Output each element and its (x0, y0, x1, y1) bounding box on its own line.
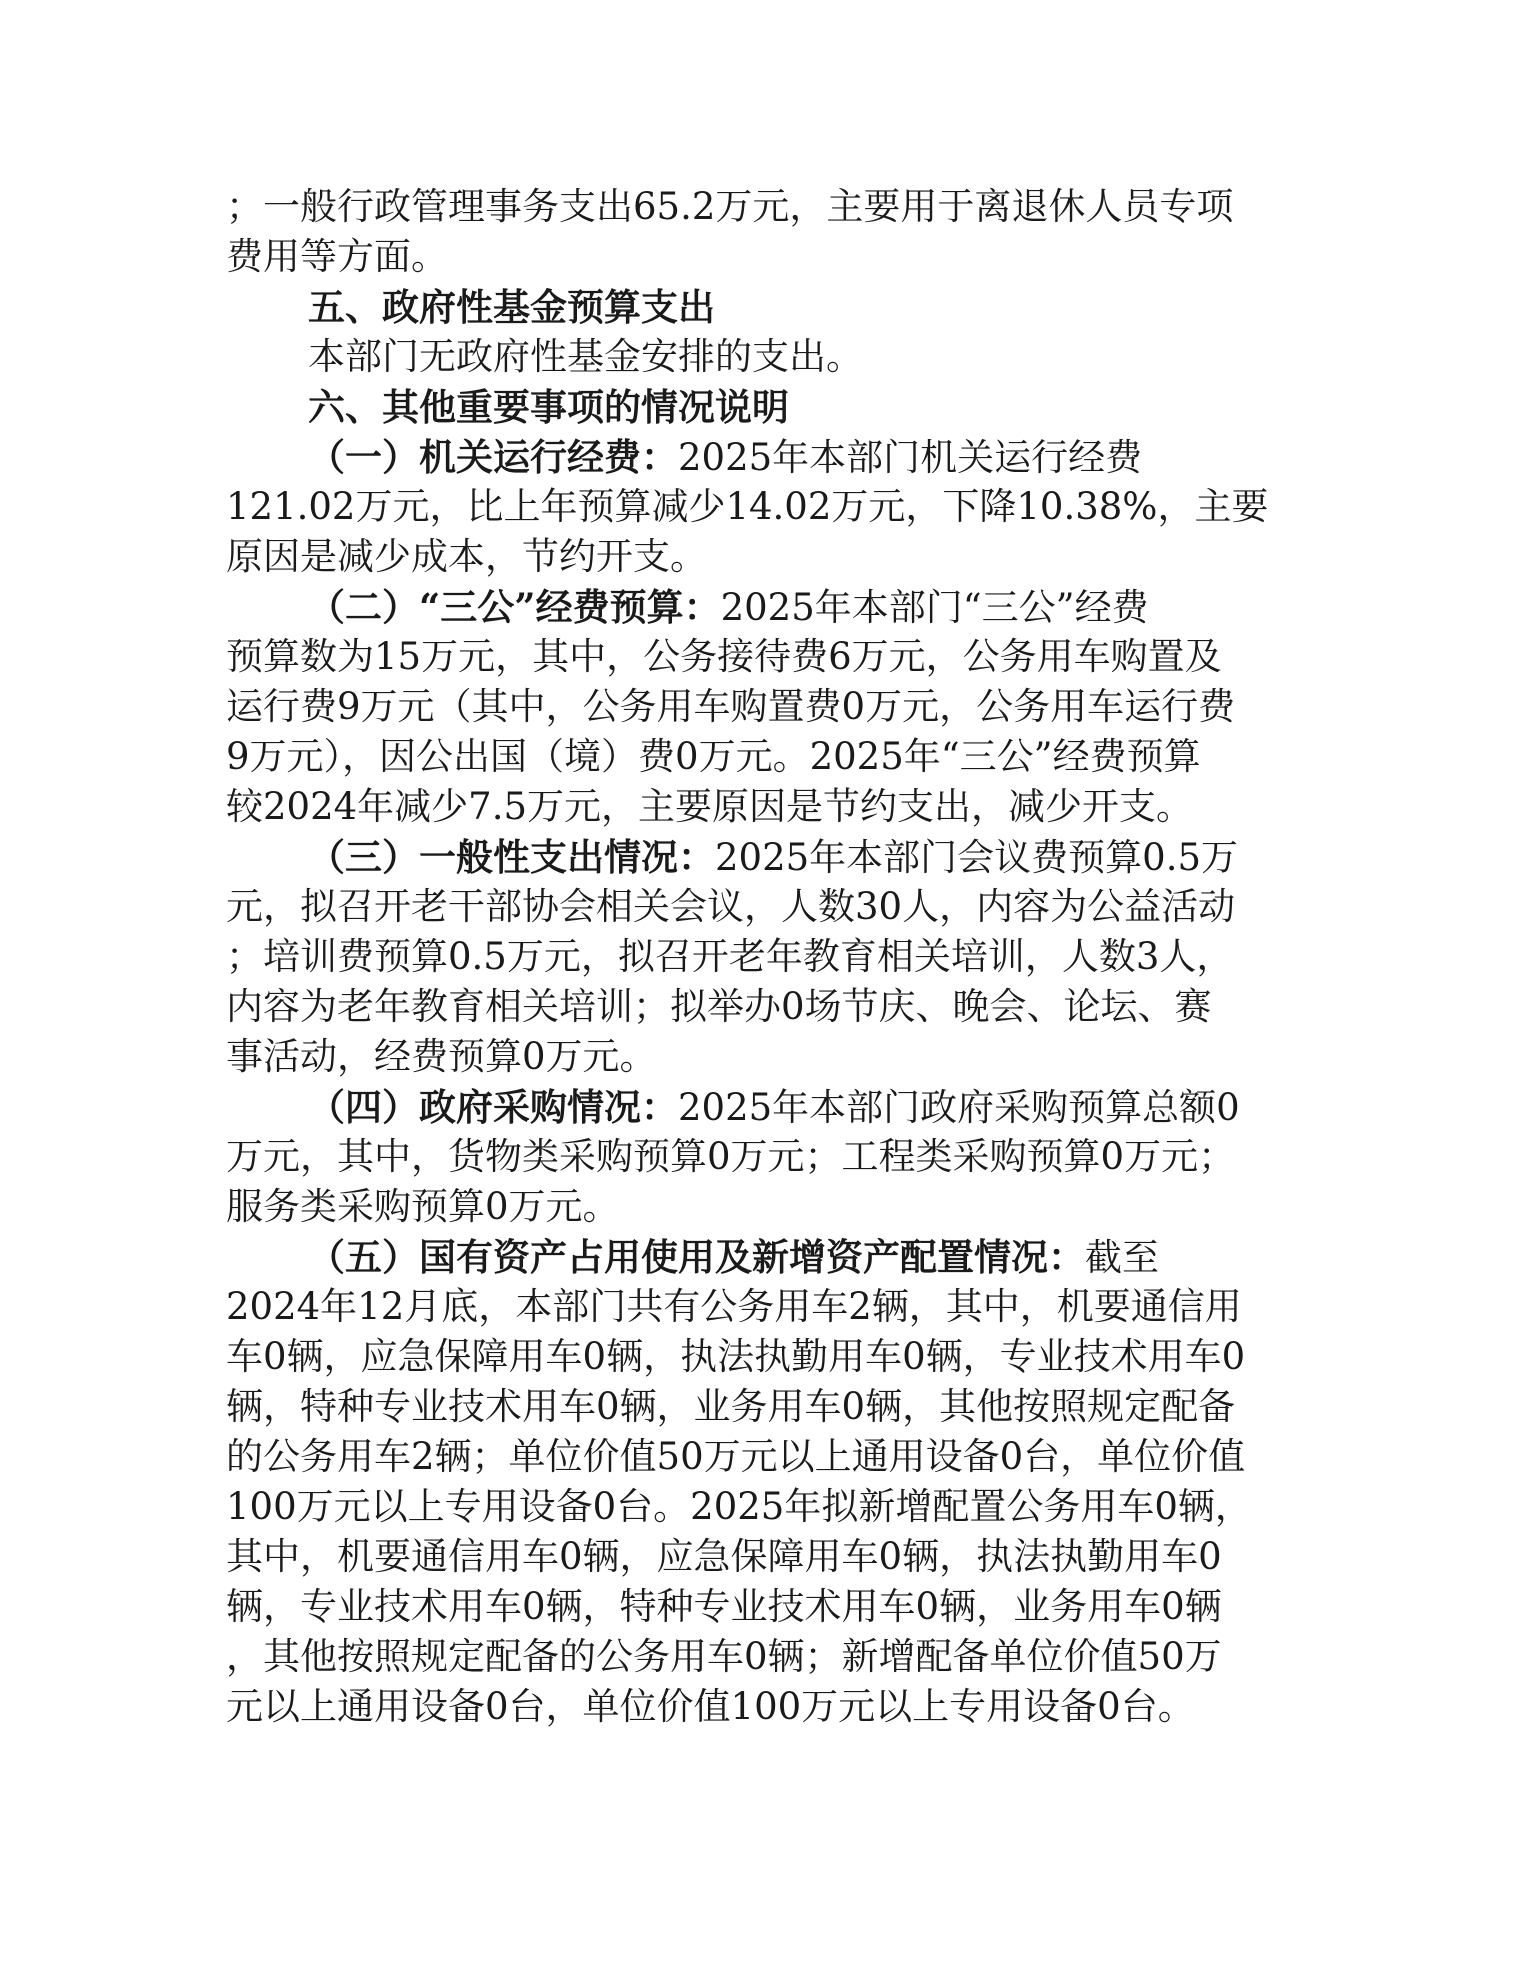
body-text: 2025年本部门政府采购预算总额0 (678, 1086, 1240, 1129)
body-text: 的公务用车2辆；单位价值50万元以上通用设备0台，单位价值 (226, 1435, 1246, 1478)
body-text: 元以上通用设备0台，单位价值100万元以上专用设备0台。 (226, 1685, 1195, 1728)
body-text: 121.02万元，比上年预算减少14.02万元，下降10.38%，主要 (226, 485, 1269, 528)
body-line (226, 782, 1306, 832)
body-line (226, 1332, 1306, 1382)
body-text: 辆，专业技术用车0辆，特种专业技术用车0辆，业务用车0辆 (226, 1585, 1222, 1628)
subsection-heading: （五）国有资产占用使用及新增资产配置情况： (308, 1235, 1085, 1279)
subsection-heading: （三）一般性支出情况： (308, 835, 715, 879)
body-text: 服务类采购预算0万元。 (226, 1185, 620, 1228)
body-text: ，其他按照规定配备的公务用车0辆；新增配备单位价值50万 (226, 1635, 1222, 1678)
body-text: 较2024年减少7.5万元，主要原因是节约支出，减少开支。 (226, 785, 1194, 828)
body-line (226, 232, 1306, 282)
body-text: 内容为老年教育相关培训；拟举办0场节庆、晚会、论坛、赛 (226, 985, 1212, 1028)
paragraph-line (226, 832, 1306, 882)
body-line (226, 1382, 1306, 1432)
body-line (226, 632, 1306, 682)
body-text: 100万元以上专用设备0台。2025年拟新增配置公务用车0辆， (226, 1485, 1252, 1528)
body-line (226, 982, 1306, 1032)
body-line (226, 732, 1306, 782)
body-text: 原因是减少成本，节约开支。 (226, 535, 707, 578)
body-text: 2024年12月底，本部门共有公务用车2辆，其中，机要通信用 (226, 1285, 1242, 1328)
body-text: 2025年本部门机关运行经费 (678, 436, 1143, 479)
body-text: 其中，机要通信用车0辆，应急保障用车0辆，执法执勤用车0 (226, 1535, 1222, 1578)
section-heading (226, 282, 1306, 332)
body-line (226, 532, 1306, 582)
body-text: 预算数为15万元，其中，公务接待费6万元，公务用车购置及 (226, 635, 1222, 678)
heading-text: 六、其他重要事项的情况说明 (308, 385, 789, 429)
document-page (226, 182, 1306, 1732)
body-line (226, 1182, 1306, 1232)
body-line (226, 1432, 1306, 1482)
subsection-heading: （一）机关运行经费： (308, 435, 678, 479)
body-line (226, 1032, 1306, 1082)
body-line (226, 682, 1306, 732)
body-line (226, 482, 1306, 532)
body-line (226, 1582, 1306, 1632)
subsection-heading: （四）政府采购情况： (308, 1085, 678, 1129)
body-line (226, 1632, 1306, 1682)
body-text: ；一般行政管理事务支出65.2万元，主要用于离退休人员专项 (226, 185, 1234, 228)
paragraph-line (226, 582, 1306, 632)
body-text: 费用等方面。 (226, 235, 448, 278)
paragraph-line (226, 432, 1306, 482)
body-text: 万元，其中，货物类采购预算0万元；工程类采购预算0万元； (226, 1135, 1236, 1178)
paragraph-line (226, 1232, 1306, 1282)
subsection-heading: （二）“三公”经费预算： (308, 585, 721, 629)
body-text: 车0辆，应急保障用车0辆，执法执勤用车0辆，专业技术用车0 (226, 1335, 1246, 1378)
body-line (226, 1282, 1306, 1332)
body-text: ；培训费预算0.5万元，拟召开老年教育相关培训，人数3人， (226, 935, 1234, 978)
heading-text: 五、政府性基金预算支出 (308, 285, 715, 329)
body-text: 2025年本部门“三公”经费 (720, 586, 1149, 629)
body-line (226, 332, 1306, 382)
body-line (226, 1482, 1306, 1532)
body-text: 运行费9万元（其中，公务用车购置费0万元，公务用车运行费 (226, 685, 1236, 728)
body-text: 元，拟召开老干部协会相关会议，人数30人，内容为公益活动 (226, 885, 1236, 928)
body-text: 本部门无政府性基金安排的支出。 (308, 335, 863, 378)
body-line (226, 1132, 1306, 1182)
body-text: 2025年本部门会议费预算0.5万 (715, 836, 1239, 879)
body-text: 截至 (1085, 1236, 1159, 1279)
paragraph-line (226, 1082, 1306, 1132)
body-line (226, 882, 1306, 932)
body-text: 事活动，经费预算0万元。 (226, 1035, 657, 1078)
body-text: 9万元），因公出国（境）费0万元。2025年“三公”经费预算 (226, 735, 1201, 778)
body-text: 辆，特种专业技术用车0辆，业务用车0辆，其他按照规定配备 (226, 1385, 1236, 1428)
body-line (226, 1532, 1306, 1582)
body-line (226, 1682, 1306, 1732)
body-line (226, 182, 1306, 232)
section-heading (226, 382, 1306, 432)
body-line (226, 932, 1306, 982)
